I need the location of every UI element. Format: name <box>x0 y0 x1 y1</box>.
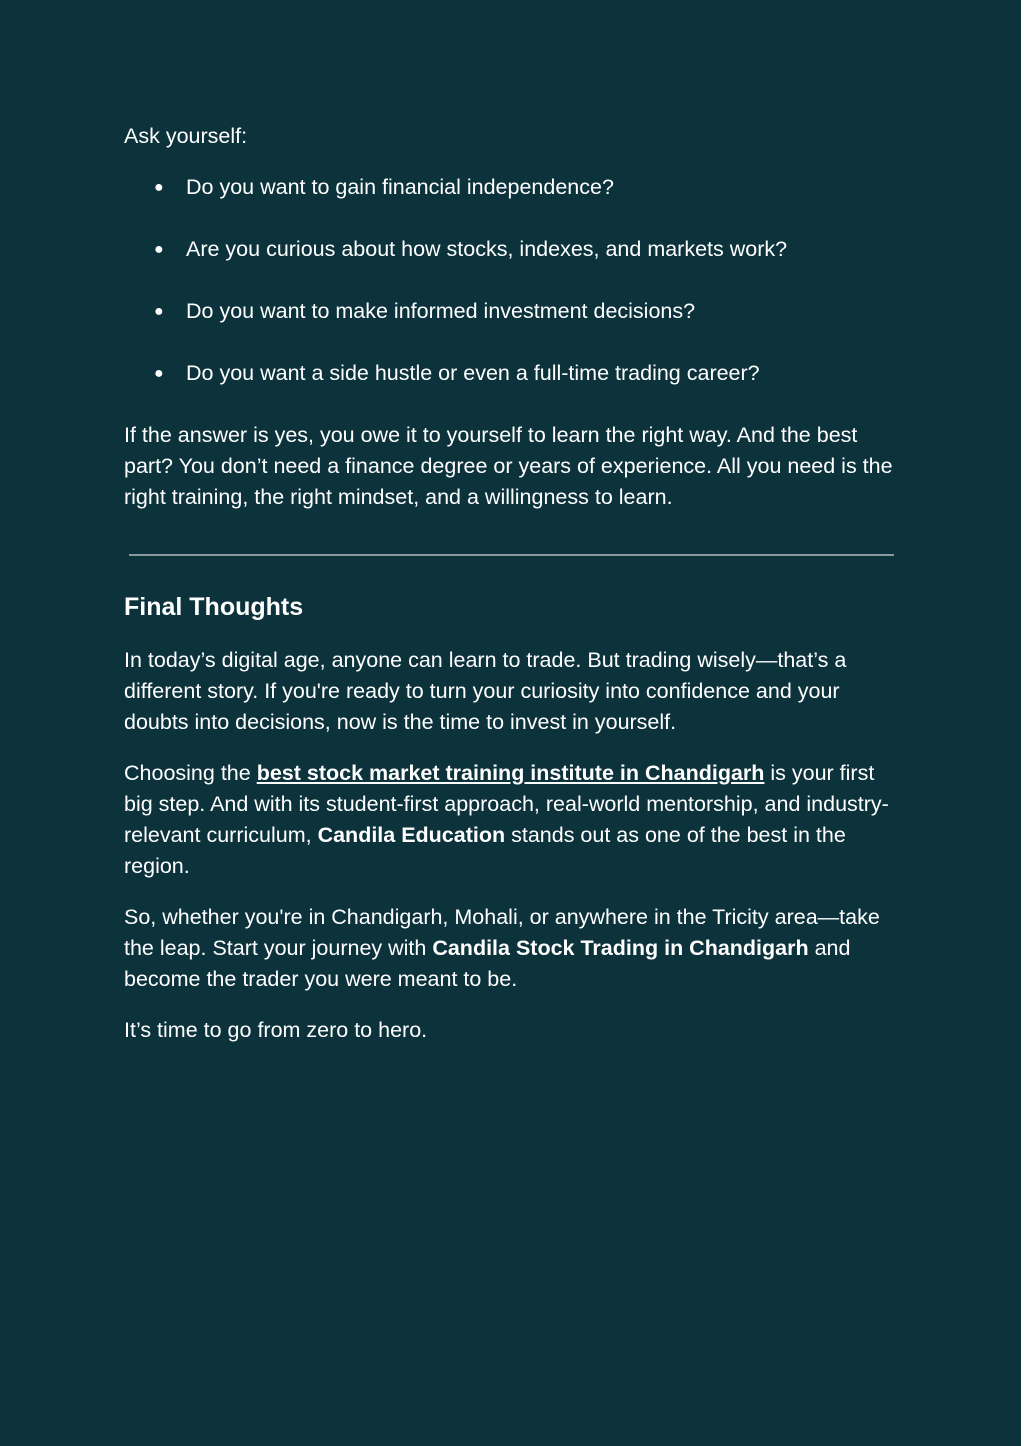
bullet-icon: ● <box>154 303 164 320</box>
list-item-text: Do you want a side hustle or even a full-time trading career? <box>186 361 760 385</box>
section-title: Final Thoughts <box>124 593 304 621</box>
section-divider <box>129 554 894 556</box>
final-paragraph-2 <box>124 758 899 882</box>
final-paragraph-4: It’s time to go from zero to hero. <box>124 1018 428 1042</box>
bullet-icon: ● <box>154 179 164 196</box>
list-item <box>124 296 899 327</box>
final-paragraph-1: In today’s digital age, anyone can learn to trade. But trading wisely—that’s a different story. If you're ready to turn your curiosity into confidence and your doubts into decisions, now is the time to invest in yourself. <box>124 648 847 734</box>
training-institute-link[interactable]: best stock market training institute in Chandigarh <box>256 761 765 785</box>
document-content <box>124 121 899 1046</box>
bold-brand-name: Candila Education <box>317 823 506 847</box>
final-paragraph-3 <box>124 902 899 995</box>
bullet-icon: ● <box>154 365 164 382</box>
list-item-text: Are you curious about how stocks, indexes, and markets work? <box>186 237 788 261</box>
list-item <box>124 234 899 265</box>
list-item <box>124 358 899 389</box>
bullet-icon: ● <box>154 241 164 258</box>
paragraph-text: So, whether you're in Chandigarh, Mohali, or anywhere in the Tricity area—take the leap. Start your journey with <box>124 905 880 960</box>
list-item-text: Do you want to make informed investment decisions? <box>186 299 696 323</box>
paragraph-text: and become the trader you were meant to be. <box>124 936 851 991</box>
list-item <box>124 172 899 203</box>
answer-paragraph: If the answer is yes, you owe it to yourself to learn the right way. And the best part? You don’t need a finance degree or years of experience. All you need is the right training, the right mindset, and a willingness to learn. <box>124 423 893 509</box>
paragraph-text: stands out as one of the best in the region. <box>124 823 846 878</box>
bold-brand-name: Candila Stock Trading in Chandigarh <box>432 936 809 960</box>
list-item-text: Do you want to gain financial independence? <box>186 175 614 199</box>
paragraph-text: is your first big step. And with its student-first approach, real-world mentorship, and industry-relevant curriculum, <box>124 761 889 847</box>
intro-text: Ask yourself: <box>124 124 248 148</box>
questions-list <box>124 172 899 389</box>
paragraph-text: Choosing the <box>124 761 257 785</box>
